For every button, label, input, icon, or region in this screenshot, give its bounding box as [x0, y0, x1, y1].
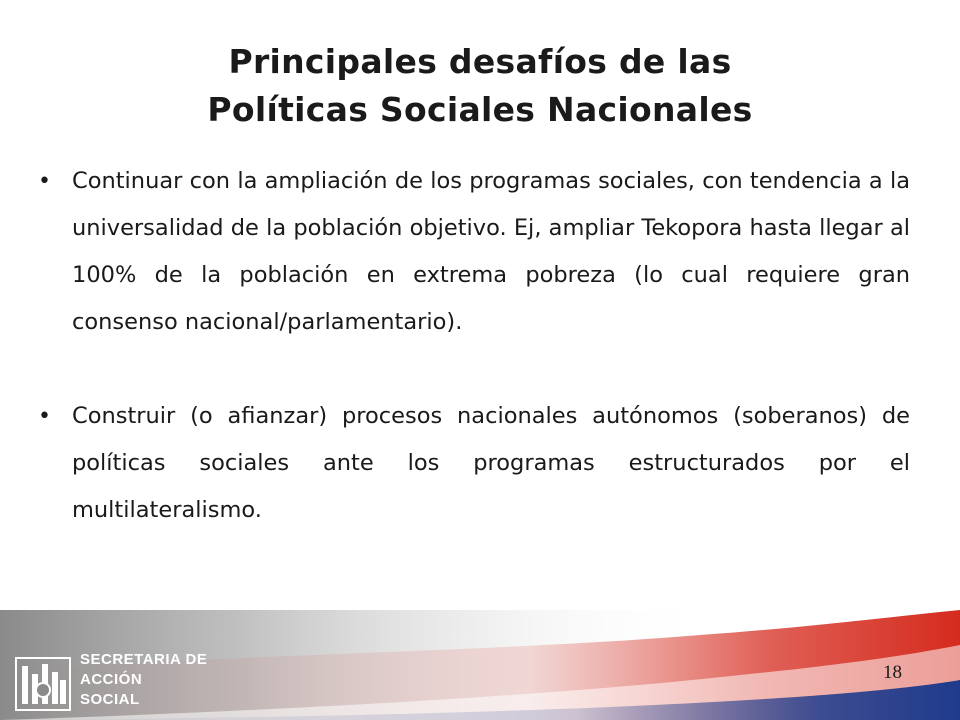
page-number: 18	[883, 662, 902, 683]
logo-line-2: ACCIÓN	[80, 671, 143, 688]
bullet-marker: •	[38, 404, 51, 429]
logo-text	[80, 650, 207, 710]
bullet-text: Construir (o afianzar) procesos nacionales autónomos (soberanos) de políticas sociales ante los programas estructurados por el multilateralismo.	[72, 403, 910, 523]
logo-line-1: SECRETARIA DE	[80, 651, 208, 668]
secretaria-accion-social-logo	[14, 650, 224, 714]
title-line-2: Políticas Sociales Nacionales	[207, 90, 753, 129]
bullet-text: Continuar con la ampliación de los programas sociales, con tendencia a la universalidad de la población objetivo. Ej, ampliar Tekopora hasta llegar al 100% de la población en extrema pobreza (lo cual requiere gran consenso nacional/parlamentario).	[72, 168, 910, 335]
slide-title	[60, 38, 900, 134]
bullet-item	[38, 393, 910, 534]
bullet-list	[38, 158, 910, 534]
bullet-item	[38, 158, 910, 346]
bullet-marker: •	[38, 169, 51, 194]
logo-line-3: SOCIAL	[80, 691, 140, 708]
title-line-1: Principales desafíos de las	[228, 42, 732, 81]
logo-emblem-icon	[14, 654, 72, 712]
